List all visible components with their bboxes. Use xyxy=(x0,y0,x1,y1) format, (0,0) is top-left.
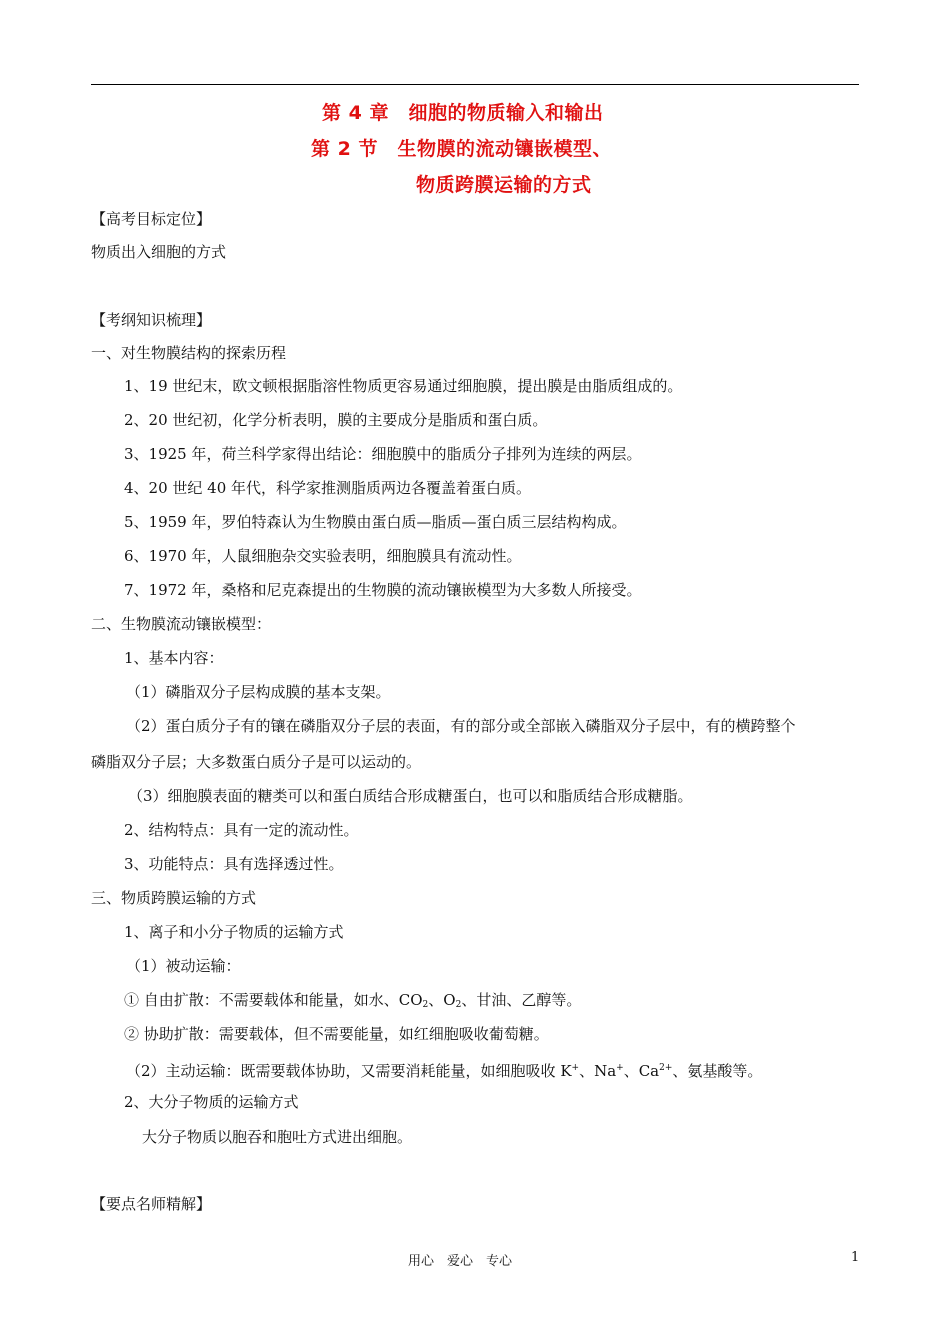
knowledge-heading: 【考纲知识梳理】 xyxy=(91,311,212,329)
part3-small-molecules: 1、离子和小分子物质的运输方式 xyxy=(124,923,344,941)
part1-heading: 一、对生物膜结构的探索历程 xyxy=(91,344,287,362)
part1-item-3: 3、1925 年，荷兰科学家得出结论：细胞膜中的脂质分子排列为连续的两层。 xyxy=(124,445,642,463)
part3-large-molecules: 2、大分子物质的运输方式 xyxy=(124,1093,299,1111)
part1-item-7: 7、1972 年，桑格和尼克森提出的生物膜的流动镶嵌模型为大多数人所接受。 xyxy=(124,581,642,599)
active-text-c: 、Ca xyxy=(623,1062,660,1080)
part2-point-2b: 磷脂双分子层；大多数蛋白质分子是可以运动的。 xyxy=(91,753,422,771)
part3-passive: （1）被动运输： xyxy=(126,957,241,975)
section-title: 第 2 节 生物膜的流动镶嵌模型、 xyxy=(311,138,612,160)
part3-free-diffusion xyxy=(124,990,581,1015)
part3-facilitated-diffusion: ② 协助扩散：需要载体，但不需要能量，如红细胞吸收葡萄糖。 xyxy=(124,1025,549,1043)
part2-point-2a: （2）蛋白质分子有的镶在磷脂双分子层的表面，有的部分或全部嵌入磷脂双分子层中，有的横跨整个 xyxy=(126,717,796,735)
part2-heading: 二、生物膜流动镶嵌模型： xyxy=(91,615,272,633)
part1-item-2: 2、20 世纪初，化学分析表明，膜的主要成分是脂质和蛋白质。 xyxy=(124,411,548,429)
part1-item-6: 6、1970 年，人鼠细胞杂交实验表明，细胞膜具有流动性。 xyxy=(124,547,522,565)
active-text-a: （2）主动运输：既需要载体协助，又需要消耗能量，如细胞吸收 K xyxy=(126,1062,572,1080)
free-diffusion-text-c: 、甘油、乙醇等。 xyxy=(461,991,582,1009)
part1-item-4: 4、20 世纪 40 年代，科学家推测脂质两边各覆盖着蛋白质。 xyxy=(124,479,532,497)
active-text-d: 、氨基酸等。 xyxy=(672,1062,763,1080)
part2-point-1: （1）磷脂双分子层构成膜的基本支架。 xyxy=(126,683,391,701)
part3-active-transport xyxy=(126,1058,762,1081)
goal-text: 物质出入细胞的方式 xyxy=(91,243,227,261)
part3-heading: 三、物质跨膜运输的方式 xyxy=(91,889,257,907)
part1-item-1: 1、19 世纪末，欧文顿根据脂溶性物质更容易通过细胞膜，提出膜是由脂质组成的。 xyxy=(124,377,683,395)
free-diffusion-text-b: 、O xyxy=(428,991,456,1009)
active-text-b: 、Na xyxy=(579,1062,617,1080)
active-sup-1: + xyxy=(571,1063,580,1073)
free-diffusion-text-a: ① 自由扩散：不需要载体和能量，如水、CO xyxy=(124,991,423,1009)
section-subtitle: 物质跨膜运输的方式 xyxy=(416,174,592,196)
page-number: 1 xyxy=(851,1250,860,1265)
chapter-title: 第 4 章 细胞的物质输入和输出 xyxy=(322,102,604,124)
footer-slogan: 用心 爱心 专心 xyxy=(408,1254,513,1269)
header-rule xyxy=(91,84,859,85)
active-sup-3: 2+ xyxy=(659,1063,673,1073)
part2-structure: 2、结构特点：具有一定的流动性。 xyxy=(124,821,359,839)
free-diffusion-sub-2: 2 xyxy=(455,1000,462,1010)
key-points-heading: 【要点名师精解】 xyxy=(91,1195,212,1213)
part2-point-3: （3）细胞膜表面的糖类可以和蛋白质结合形成糖蛋白，也可以和脂质结合形成糖脂。 xyxy=(128,787,693,805)
goal-heading: 【高考目标定位】 xyxy=(91,210,212,228)
part2-basic: 1、基本内容： xyxy=(124,649,224,667)
active-sup-2: + xyxy=(616,1063,624,1073)
part2-function: 3、功能特点：具有选择透过性。 xyxy=(124,855,344,873)
part1-item-5: 5、1959 年，罗伯特森认为生物膜由蛋白质—脂质—蛋白质三层结构构成。 xyxy=(124,513,627,531)
free-diffusion-sub-1: 2 xyxy=(422,1000,429,1010)
part3-large-text: 大分子物质以胞吞和胞吐方式进出细胞。 xyxy=(142,1128,413,1146)
